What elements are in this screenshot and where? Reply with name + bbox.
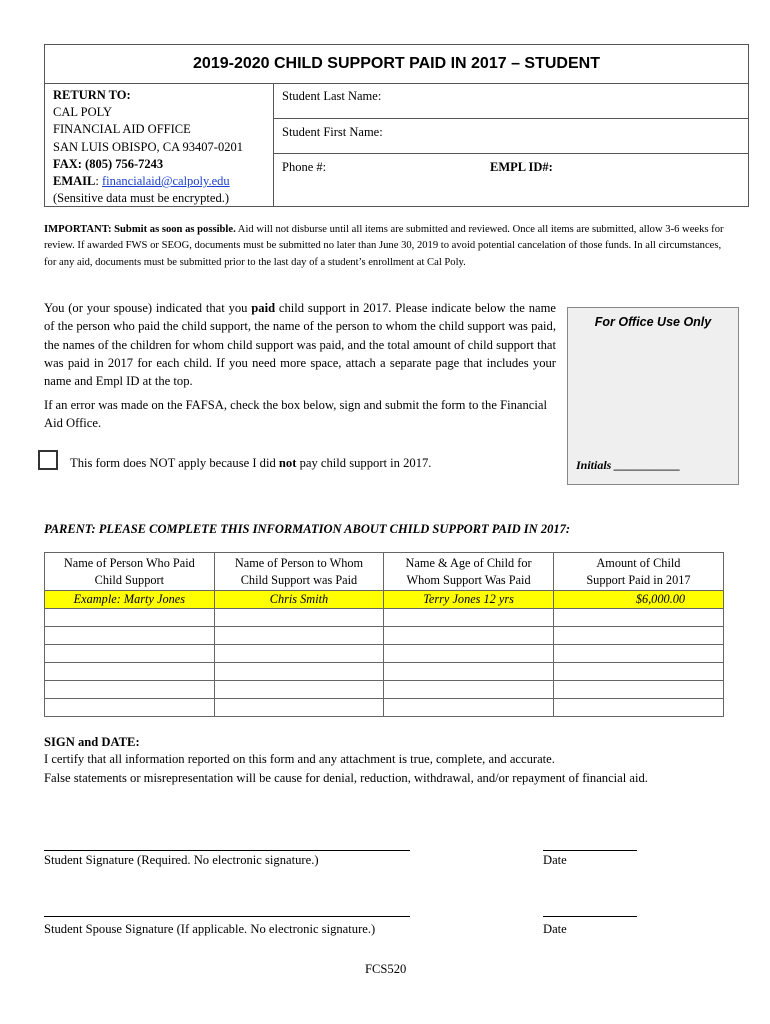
form-header-box bbox=[44, 44, 749, 207]
table-cell[interactable] bbox=[553, 681, 723, 699]
form-title: 2019-2020 CHILD SUPPORT PAID IN 2017 – STUDENT bbox=[45, 45, 748, 84]
col-header-amount-l1: Amount of Child bbox=[596, 555, 681, 570]
p1-before: You (or your spouse) indicated that you bbox=[44, 301, 252, 315]
student-last-name-field[interactable] bbox=[274, 83, 749, 119]
table-cell[interactable] bbox=[384, 663, 554, 681]
does-not-apply-label bbox=[70, 456, 431, 471]
first-name-label: Student First Name: bbox=[282, 125, 383, 139]
checkbox-before: This form does NOT apply because I did bbox=[70, 456, 279, 470]
important-notice bbox=[44, 222, 724, 271]
phone-label: Phone #: bbox=[282, 160, 327, 174]
org-line-1: CAL POLY bbox=[53, 105, 113, 120]
col-header-payee-l2: Child Support was Paid bbox=[240, 572, 358, 587]
checkbox-after: pay child support in 2017. bbox=[296, 456, 432, 470]
student-date-label: Date bbox=[543, 853, 567, 867]
p1-after: child support in 2017. Please indicate below the name of the person who paid the child support, the name of the person to whom the child support was paid, the names of the children for whom child support was paid, and the total amount of child support that was paid in 2017 for each child. If you need more space, attach a separate page that includes your name and Empl ID at the top. bbox=[44, 301, 556, 389]
col-header-child-l2: Whom Support Was Paid bbox=[406, 572, 531, 587]
table-cell[interactable] bbox=[384, 681, 554, 699]
table-cell[interactable] bbox=[214, 663, 384, 681]
table-cell[interactable] bbox=[214, 645, 384, 663]
spouse-signature-label: Student Spouse Signature (If applicable. No electronic signature.) bbox=[44, 922, 376, 936]
encrypt-note: (Sensitive data must be encrypted.) bbox=[53, 191, 229, 206]
student-signature-label: Student Signature (Required. No electronic signature.) bbox=[44, 853, 319, 867]
table-row bbox=[45, 627, 724, 645]
phone-empl-field[interactable] bbox=[274, 154, 749, 207]
spouse-signature-line[interactable] bbox=[44, 916, 410, 917]
col-header-amount bbox=[553, 553, 723, 591]
table-cell[interactable] bbox=[553, 699, 723, 717]
col-header-payer-l2: Child Support bbox=[94, 572, 165, 587]
student-signature-line[interactable] bbox=[44, 850, 410, 851]
office-initials: Initials ___________ bbox=[576, 458, 681, 472]
example-amount: $6,000.00 bbox=[553, 591, 723, 609]
table-cell[interactable] bbox=[384, 699, 554, 717]
table-cell[interactable] bbox=[214, 609, 384, 627]
student-date-line[interactable] bbox=[543, 850, 637, 851]
instructions-paragraph-2: If an error was made on the FAFSA, check the box below, sign and submit the form to the Financial Aid Office. bbox=[44, 398, 547, 431]
org-line-2: FINANCIAL AID OFFICE bbox=[53, 122, 191, 137]
table-header-row bbox=[45, 553, 724, 591]
table-cell[interactable] bbox=[45, 645, 215, 663]
p1-bold: paid bbox=[251, 301, 276, 315]
table-cell[interactable] bbox=[214, 627, 384, 645]
important-body: Aid will not disburse until all items are submitted and reviewed. Once all items are submitted, allow 3-6 weeks for review. If awarded FWS or SEOG, documents must be submitted no later than June 30, 2019 to avoid potential cancelation of those funds. In all circumstances, for any aid, documents must be submitted prior to the last day of a student’s enrollment at Cal Poly. bbox=[44, 224, 724, 268]
example-row bbox=[45, 591, 724, 609]
col-header-child bbox=[384, 553, 554, 591]
email-colon: : bbox=[95, 174, 102, 189]
email-link[interactable]: financialaid@calpoly.edu bbox=[101, 174, 230, 189]
parent-section-heading: PARENT: PLEASE COMPLETE THIS INFORMATION ABOUT CHILD SUPPORT PAID IN 2017: bbox=[44, 522, 570, 536]
table-row bbox=[45, 663, 724, 681]
table-cell[interactable] bbox=[384, 627, 554, 645]
table-cell[interactable] bbox=[384, 609, 554, 627]
org-line-3: SAN LUIS OBISPO, CA 93407-0201 bbox=[53, 139, 243, 154]
table-cell[interactable] bbox=[214, 681, 384, 699]
return-address bbox=[53, 87, 273, 207]
student-first-name-field[interactable] bbox=[274, 119, 749, 154]
table-cell[interactable] bbox=[45, 699, 215, 717]
table-cell[interactable] bbox=[45, 663, 215, 681]
table-row bbox=[45, 699, 724, 717]
table-cell[interactable] bbox=[45, 681, 215, 699]
col-header-payer bbox=[45, 553, 215, 591]
table-cell[interactable] bbox=[553, 645, 723, 663]
spouse-date-line[interactable] bbox=[543, 916, 637, 917]
does-not-apply-checkbox[interactable] bbox=[38, 450, 58, 470]
form-code: FCS520 bbox=[365, 962, 407, 976]
table-row bbox=[45, 681, 724, 699]
example-child: Terry Jones 12 yrs bbox=[384, 591, 554, 609]
example-payee: Chris Smith bbox=[214, 591, 384, 609]
spouse-date-label: Date bbox=[543, 922, 567, 936]
table-cell[interactable] bbox=[553, 609, 723, 627]
certify-line-2: False statements or misrepresentation will be cause for denial, reduction, withdrawal, and/or repayment of financial aid. bbox=[44, 771, 648, 785]
important-lead: IMPORTANT: Submit as soon as possible. bbox=[44, 224, 236, 235]
office-use-box bbox=[567, 307, 739, 485]
col-header-amount-l2: Support Paid in 2017 bbox=[586, 572, 691, 587]
table-cell[interactable] bbox=[553, 663, 723, 681]
certify-line-1: I certify that all information reported on this form and any attachment is true, complete, and accurate. bbox=[44, 752, 555, 766]
example-payer: Example: Marty Jones bbox=[45, 591, 215, 609]
email-line bbox=[53, 173, 273, 190]
fax-line: FAX: (805) 756-7243 bbox=[53, 156, 164, 171]
return-to-label: RETURN TO: bbox=[53, 88, 131, 102]
col-header-payee-l1: Name of Person to Whom bbox=[234, 555, 364, 570]
col-header-payer-l1: Name of Person Who Paid bbox=[63, 555, 195, 570]
table-cell[interactable] bbox=[45, 609, 215, 627]
table-cell[interactable] bbox=[384, 645, 554, 663]
last-name-label: Student Last Name: bbox=[282, 89, 382, 103]
table-row bbox=[45, 609, 724, 627]
col-header-payee bbox=[214, 553, 384, 591]
table-row bbox=[45, 645, 724, 663]
email-label: EMAIL bbox=[53, 174, 96, 189]
sign-heading: SIGN and DATE: bbox=[44, 735, 140, 749]
instructions-paragraph-1 bbox=[44, 299, 556, 390]
child-support-table bbox=[44, 552, 724, 717]
table-cell[interactable] bbox=[553, 627, 723, 645]
col-header-child-l1: Name & Age of Child for bbox=[405, 555, 532, 570]
office-use-title: For Office Use Only bbox=[594, 315, 712, 329]
checkbox-bold: not bbox=[278, 456, 297, 470]
table-cell[interactable] bbox=[45, 627, 215, 645]
table-cell[interactable] bbox=[214, 699, 384, 717]
empl-id-label: EMPL ID#: bbox=[490, 160, 553, 174]
